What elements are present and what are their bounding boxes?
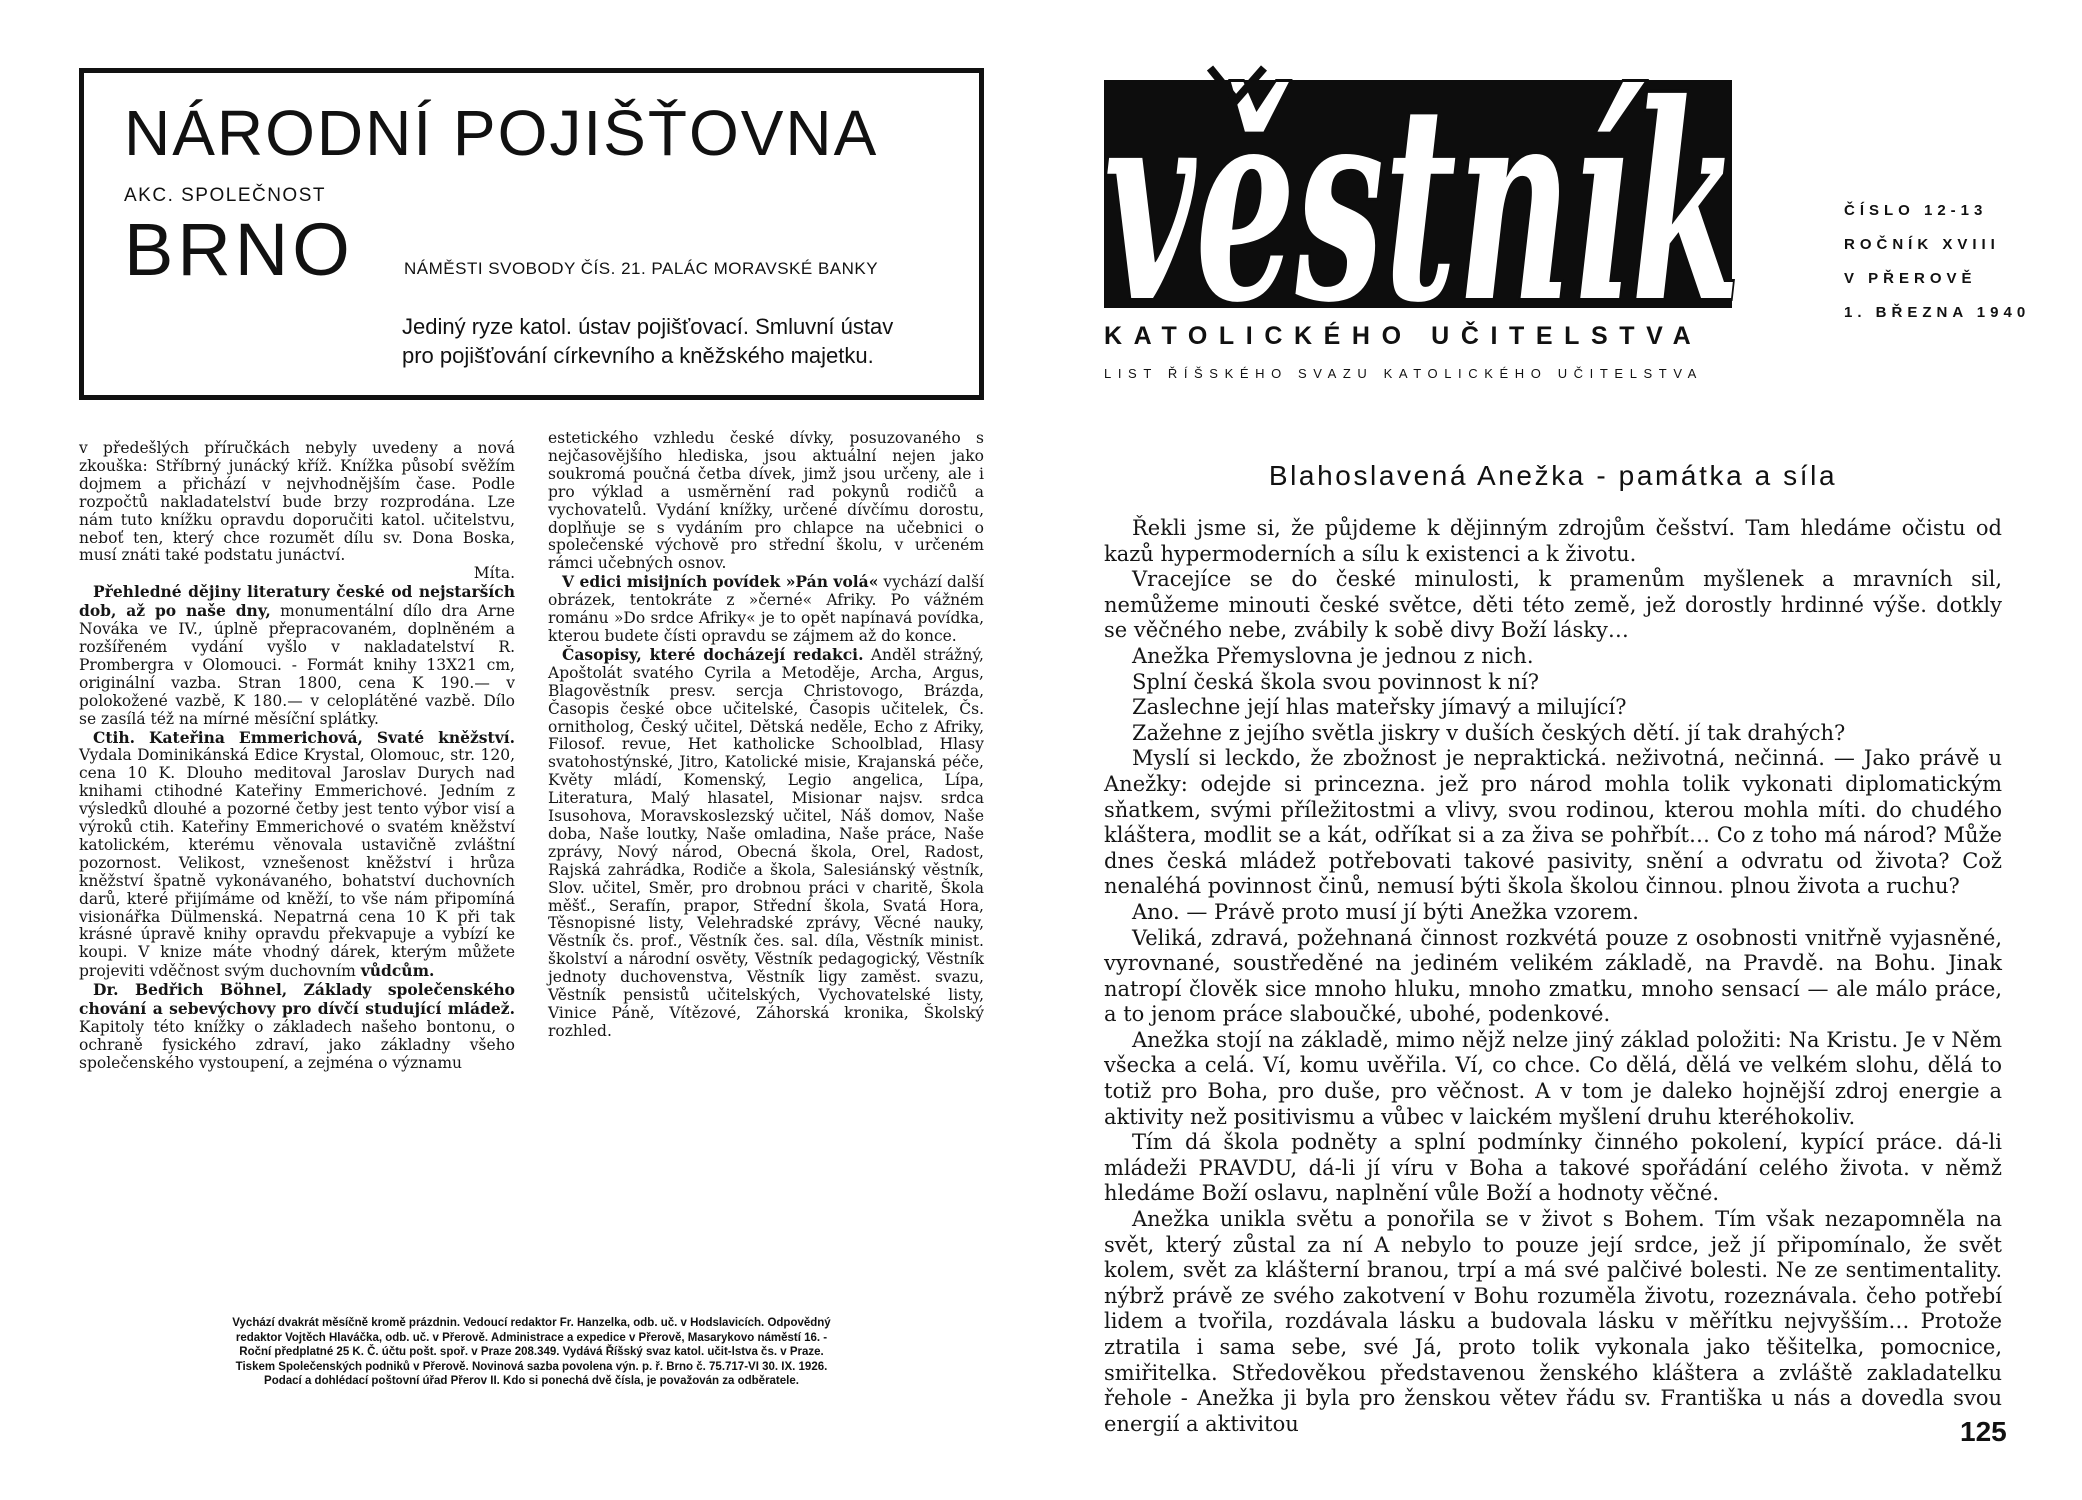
paragraph-continued: estetického vzhledu české dívky, posuzovaného s nejčasovějšího hlediska, jsou aktuální nejen jako soukromá poučná četba dívek, jimž jsou určeny, ale i pro výklad a usměrnění rad pokynů rodičů a vychovatelů. Vydání knížky, určené dívčímu dorostu, doplňuje se s vydáním pro chlapce na učebnici o společenské výchově pro střední školu, v určeném rámci učebných osnov.	[548, 429, 984, 573]
review-literature-heading: Přehledné dějiny literatury české od nejstarších dob, až po naše dny,	[79, 582, 515, 621]
issue-date: 1. BŘEZNA 1940	[1844, 304, 2031, 321]
masthead-tagline: LIST ŘÍŠSKÉHO SVAZU KATOLICKÉHO UČITELSTVA	[1104, 366, 1703, 381]
review-literature-text: monumentální dílo dra Arne Nováka ve IV., úplně přepracovaném, doplněném a rozšířeném vydání vyšlo v nakladatelství R. Prombergra v Olomouci. - Formát knihy 13X21 cm, originální vazba. Stran 1800, cena K 190.— v polokožené vazbě, K 180.— v celoplátěné vazbě. Dílo se zasílá též na mírné měsíční splátky.	[79, 602, 515, 728]
advert-city: BRNO	[124, 208, 354, 291]
review-bohnel	[79, 981, 515, 1073]
review-bohnel-text: Kapitoly této knížky o základech našeho bontonu, o ochraně fysického zdraví, jako základny všeho společenského vystoupení, a zejména o významu	[79, 1018, 515, 1072]
article-paragraph-9: Veliká, zdravá, požehnaná činnost rozkvétá pouze z osobnosti vnitřně vyjasněné, vyrovnané, soustředěné na jediném velikém základě, na Pravdě. na Bohu. Jinak natropí člověk sice mnoho hluku, mnoho zmatku, mnoho sensací — ale málo práce, a to jenom práce slaboučké, ubohé, podenkové.	[1104, 925, 2002, 1027]
periodicals-list	[548, 646, 984, 1041]
article-body	[1104, 516, 2002, 1437]
issue-place: V PŘEROVĚ	[1844, 270, 1977, 287]
review-emmerich-end: vůdcům.	[360, 961, 435, 981]
masthead-logo	[1098, 62, 1748, 332]
article-paragraph-7: Myslí si leckdo, že zbožnost je nepraktická. neživotná, nečinná. — Jako právě u Anežky: odejde si princezna. jež pro národ mohla tolik vykonati diplomatickým sňatkem, svými příležitostmi a vlivy, svou rodinou, kterou mohla míti. do chudého kláštera, modlit se a kát, odříkat si a za živa se pohřbít… Co z toho má národ? Může dnes česká mládež potřebovati takové pasivity, snění a odvratu od života? Což nenaléhá povinnost činů, nemusí býti škola školou činnou. plnou života a ruchu?	[1104, 746, 2002, 899]
review-bohnel-heading: Dr. Bedřich Böhnel, Základy společenského chování a sebevýchovy pro dívčí studující mládež.	[79, 980, 515, 1019]
impressum-line-5: Podací a dohlédací poštovní úřad Přerov II. Kdo si ponechá dvě čísla, je považován za odběratele.	[264, 1375, 799, 1387]
left-column-a	[79, 440, 515, 1073]
advert-subtitle: AKC. SPOLEČNOST	[124, 185, 326, 206]
issue-info	[1844, 194, 2030, 330]
left-column-b	[548, 430, 984, 1041]
advert-description	[402, 313, 962, 370]
impressum-line-2: redaktor Vojtěch Hlaváčka, odb. uč. v Přerově. Administrace a expedice v Přerově, Masarykovo náměstí 16. -	[235, 1331, 828, 1344]
page-number: 125	[1960, 1416, 2007, 1447]
paragraph-intro: v předešlých příručkách nebyly uvedeny a nová zkouška: Stříbrný junácký kříž. Knížka působí svěžím dojmem a přichází v nejvhodnějším čase. Podle rozpočtů nakladatelství bude brzy rozprodána. Lze nám tuto knížku opravdu doporučiti katol. učitelstvu, neboť ten, který chce rozumět dílu sv. Dona Boska, musí znáti také podstatu junáctví.	[79, 439, 515, 565]
article-paragraph-6: Zažehne z jejího světla jiskry v duších českých dětí. jí tak drahých?	[1132, 720, 1846, 745]
review-pan-vola-heading: V edici misijních povídek »Pán volá«	[562, 572, 879, 592]
review-pan-vola	[548, 573, 984, 646]
article-paragraph-1: Řekli jsme si, že půjdeme k dějinným zdrojům češství. Tam hledáme očistu od kazů hypermoderních a sílu k existenci a k životu.	[1104, 516, 2002, 566]
article-paragraph-12: Anežka unikla světu a ponořila se v život s Bohem. Tím však nezapomněla na svět, který zůstal za ní A nebylo to pouze její srdce, jež jí připomínalo, že svět kolem, svět za klášterní branou, trpí a má své palčivé bolesti. Ne ze sentimentality. nýbrž právě ze svého zakotvení v Bohu rozuměla životu, rozeznávala. čeho potřebí lidem a tvořila, rozdávala lásku a budovala lásku v měřítku nejvyšším… Protože ztratila i sama sebe, své Já, proto tolik vykonala jako těšitelka, pomocnice, smiřitelka. Středověkou představenou ženského kláštera a zvláště zakladatelku řehole - Anežka ji byla pro ženskou větev řádu sv. Františka u nás a dovedla svou energií a aktivitou	[1104, 1207, 2002, 1436]
article-paragraph-4: Splní česká škola svou povinnost k ní?	[1132, 669, 1540, 694]
review-pan-vola-text: vychází další obrázek, tentokráte z »černé« Afriky. Po vážném románu »Do srdce Afriky« je to opět napínavá povídka, kterou budete čísti opravdu se zájmem až do konce.	[548, 573, 984, 645]
issue-volume: ROČNÍK XVIII	[1844, 236, 2000, 253]
review-literature	[79, 583, 515, 728]
advert-box	[79, 68, 984, 400]
advert-title: NÁRODNÍ POJIŠŤOVNA	[124, 97, 879, 169]
advert-desc-line-2: pro pojišťování církevního a kněžského majetku.	[402, 342, 874, 368]
advert-desc-line-1: Jediný ryze katol. ústav pojišťovací. Smluvní ústav	[402, 314, 894, 339]
periodicals-heading: Časopisy, které docházejí redakci.	[562, 644, 864, 664]
impressum	[79, 1316, 984, 1389]
article-paragraph-2: Vracejíce se do české minulosti, k pramenům myšlenek a mravních sil, nemůžeme minouti české světce, děti této země, jež dorostly hrdinné výše. dotkly se věčného nebe, zvábily k sobě divy Boží lásky…	[1104, 567, 2002, 643]
periodicals-text: Anděl strážný, Apoštolát svatého Cyrila a Metoděje, Archa, Argus, Blagověstník presv. sercja Christovogo, Brázda, Časopis české obce učitelské, Časopis učitelek, Čs. ornitholog, Český učitel, Dětská neděle, Echo z Afriky, Filosof. revue, Het katholicke Schoolblad, Hlasy svatohostýnské, Jitro, Katolické misie, Krajanská péče, Květy mládí, Komenský, Legio angelica, Lípa, Literatura, Malý hlasatel, Misionar najsv. srdca Isusohova, Moravskoslezský učitel, Náš domov, Naše doba, Naše loutky, Naše omladina, Naše práce, Naše zprávy, Nový národ, Obecná škola, Orel, Radost, Rajská zahrádka, Rodiče a škola, Salesiánský věstník, Slov. učitel, Směr, pro drobnou práci v charitě, Škola měšť., Serafín, prapor, Střední škola, Svatá Hora, Těsnopisné listy, Velehradské zprávy, Věcné nauky, Věstník čs. prof., Věstník čes. sal. díla, Věstník minist. školství a národní osvěty, Věstník pedagogický, Věstník jednoty duchovenstva, Věstník ligy zaměst. svazu, Věstník pensistů učitelských, Vychovatelské listy, Vinice Páně, Vítězové, Záhorská kronika, Školský rozhled.	[548, 645, 984, 1040]
article-paragraph-5: Zaslechne její hlas mateřsky jímavý a milující?	[1132, 695, 1627, 720]
article-paragraph-3: Anežka Přemyslovna je jednou z nich.	[1132, 643, 1534, 668]
issue-number: ČÍSLO 12-13	[1844, 202, 1988, 219]
article-paragraph-8: Ano. — Právě proto musí jí býti Anežka vzorem.	[1132, 899, 1639, 924]
review-emmerich	[79, 729, 515, 982]
article-paragraph-11: Tím dá škola podněty a splní podmínky činného pokolení, kypící práce. dá-li mládeži PRAVDU, dá-li jí víru v Boha a takové spořádání celého života. v němž hledáme Boží oslavu, naplnění vůle Boží a hodnoty věčné.	[1104, 1130, 2002, 1206]
article-title: Blahoslavená Anežka - památka a síla	[1268, 460, 1838, 491]
review-emmerich-text: Vydala Dominikánská Edice Krystal, Olomouc, str. 120, cena 10 K. Dlouho meditoval Jaroslav Durych nad knihami ctihodné Kateřiny Emmerichové. Jedním z výsledků dlouhé a pozorné četby jest tento výbor visí a výroků ctih. Kateřiny Emmerichové o svatém kněžství katolickém, kterému věnovala ustavičně zvláštní pozornost. Velikost, vznešenost kněžství i hrůza kněžství špatně vykonávaného, bohatství duchovních darů, které přijímáme od kněží, to vše nám připomíná visionářka Dülmenská. Nepatrná cena 10 K při tak krásné úpravě knihy opravdu překvapuje a vybízí ke koupi. V knize máte vhodný dárek, kterým můžete projeviti vděčnost svým duchovním	[79, 746, 515, 981]
impressum-line-4: Tiskem Společenských podniků v Přerově. Novinová sazba povolena výn. p. ř. Brno č. 75.717-VI 30. IX. 1926.	[235, 1360, 828, 1373]
impressum-line-1: Vychází dvakrát měsíčně kromě prázdnin. Vedoucí redaktor Fr. Hanzelka, odb. uč. v Hodslavicích. Odpovědný	[232, 1317, 831, 1329]
impressum-line-3: Roční předplatné 25 K. Č. účtu pošt. spoř. v Praze 208.349. Vydává Říšský svaz katol. učit-lstva čs. v Praze.	[239, 1346, 824, 1358]
signature-mita: Míta.	[473, 564, 515, 583]
advert-address: NÁMĚSTI SVOBODY ČÍS. 21. PALÁC MORAVSKÉ BANKY	[404, 259, 879, 278]
masthead-title: věstník	[1104, 62, 1740, 332]
review-emmerich-heading: Ctih. Kateřina Emmerichová, Svaté kněžství.	[93, 727, 515, 747]
article-paragraph-10: Anežka stojí na základě, mimo nějž nelze jiný základ položiti: Na Kristu. Je v Něm všecka a celá. Ví, komu uvěřila. Ví, co chce. Co dělá, dělá ve velkém slohu, dělá to totiž pro Boha, pro duše, pro věčnost. A v tom je daleko hojnější zdroj energie a aktivity než positivismu a vůbec v laickém myšlení druhu kteréhokoliv.	[1104, 1027, 2002, 1129]
masthead-subtitle: KATOLICKÉHO UČITELSTVA	[1104, 322, 1703, 350]
